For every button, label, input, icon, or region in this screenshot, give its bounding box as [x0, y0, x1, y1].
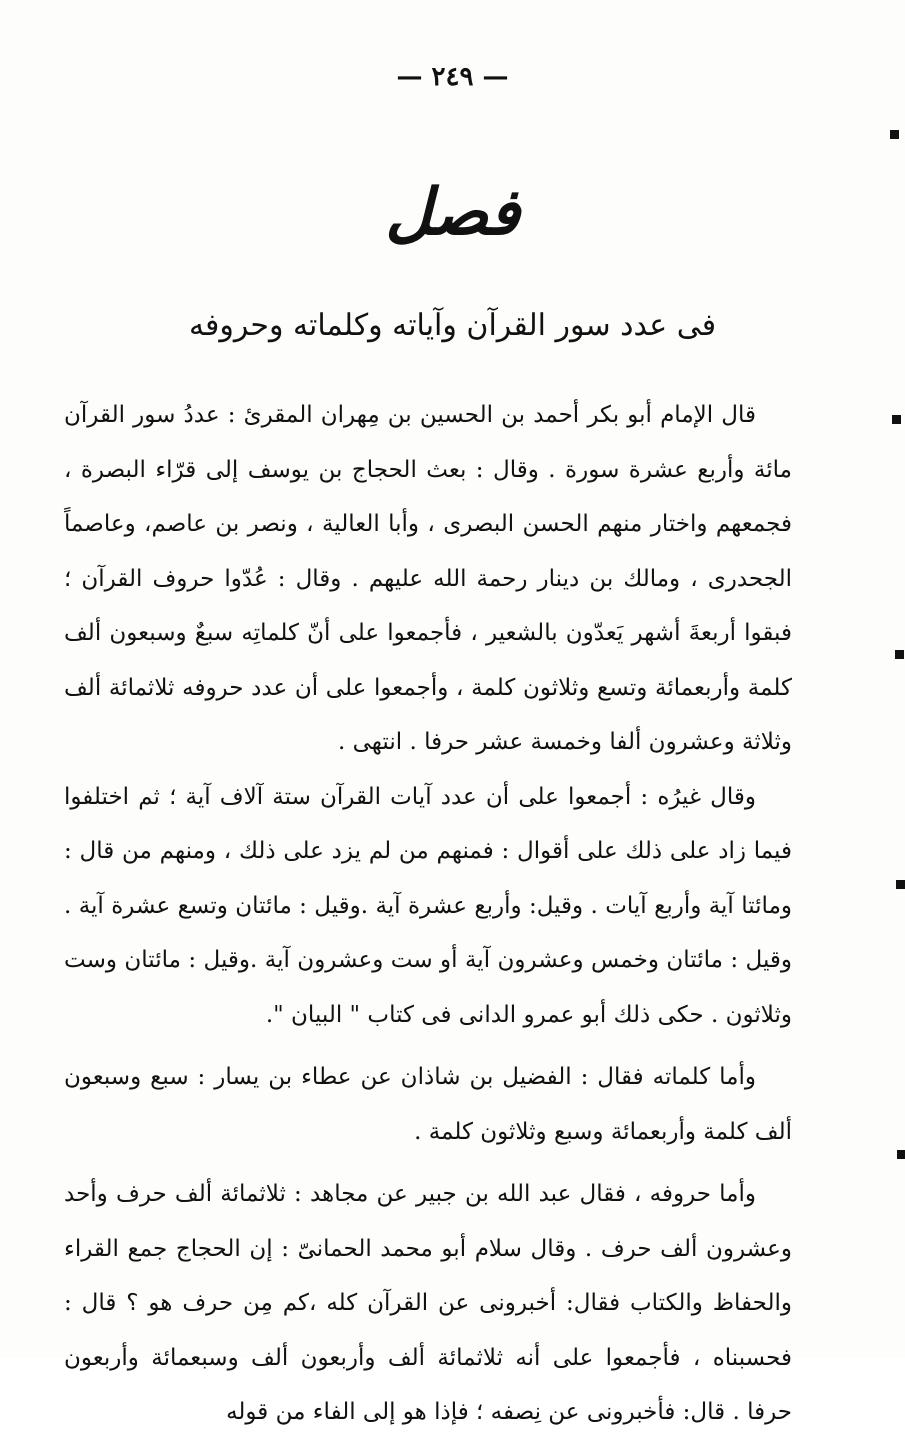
section-title: فصل — [385, 175, 520, 250]
page-number: — ٢٤٩ — — [396, 62, 509, 92]
paragraph: وأما حروفه ، فقال عبد الله بن جبير عن مجاهد : ثلاثمائة ألف حرف وأحد وعشرون ألف حرف . وقال سلام أبو محمد الحمانىّ : إن الحجاج جمع القراء والحفاظ والكتاب فقال: أخبرونى عن القرآن كله ،كم مِن حرف هو ؟ قال : فحسبناه ، فأجمعوا على أنه ثلاثمائة ألف وأربعون ألف وسبعمائة وأربعون حرفا . قال: فأخبرونى عن نِصفه ؛ فإذا هو إلى الفاء من قوله — [64, 1181, 792, 1425]
margin-mark — [896, 880, 905, 889]
paragraph: وأما كلماته فقال : الفضيل بن شاذان عن عطاء بن يسار : سبع وسبعون ألف كلمة وأربعمائة وسبع وثلاثون كلمة . — [64, 1064, 792, 1145]
margin-mark — [890, 130, 899, 139]
margin-mark — [892, 415, 901, 424]
paragraph: وقال غيرُه : أجمعوا على أن عدد آيات القرآن ستة آلاف آية ؛ ثم اختلفوا فيما زاد على ذلك على أقوال : فمنهم من لم يزد على ذلك ، ومنهم من قال : ومائتا آية وأربع آيات . وقيل: وأربع عشرة آية .وقيل : مائتان وتسع عشرة آية . وقيل : مائتان وخمس وعشرون آية أو ست وعشرون آية .وقيل : مائتان وست وثلاثون . حكى ذلك أبو عمرو الدانى فى كتاب " البيان ". — [64, 783, 792, 1028]
paragraph: قال الإمام أبو بكر أحمد بن الحسين بن مِهران المقرئ : عددُ سور القرآن مائة وأربع عشرة سورة . وقال : بعث الحجاج بن يوسف إلى قرّاء البصرة ، فجمعهم واختار منهم الحسن البصرى ، وأبا العالية ، ونصر بن عاصم، وعاصماً الجحدرى ، ومالك بن دينار رحمة الله عليهم . وقال : عُدّوا حروف القرآن ؛ فبقوا أربعةَ أشهر يَعدّون بالشعير ، فأجمعوا على أنّ كلماتِه سبعٌ وسبعون ألف كلمة وأربعمائة وتسع وثلاثون كلمة ، وأجمعوا على أن عدد حروفه ثلاثمائة ألف وثلاثة وعشرون ألفا وخمسة عشر حرفا . انتهى . — [64, 402, 792, 755]
margin-mark — [895, 650, 904, 659]
section-subtitle: فى عدد سور القرآن وآياته وكلماته وحروفه — [188, 308, 717, 343]
margin-mark — [897, 1150, 905, 1159]
body-text — [64, 388, 792, 1440]
